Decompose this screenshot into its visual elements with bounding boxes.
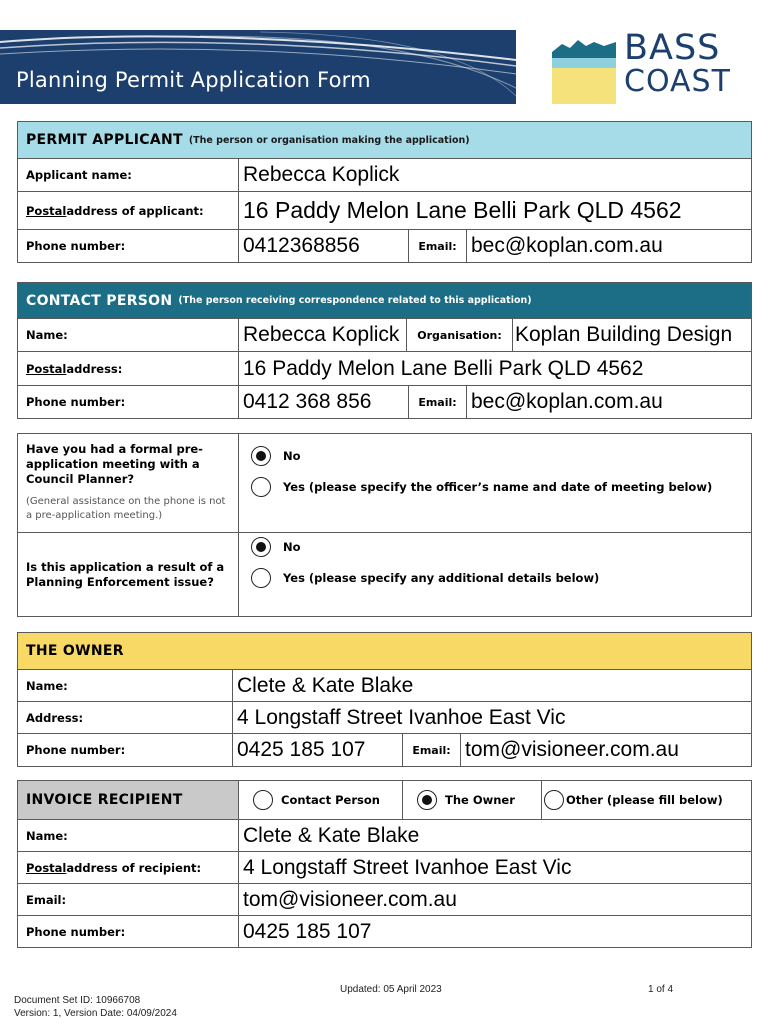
question-options [239,434,751,532]
contact-phone-row [18,385,751,418]
invoice-option-contact[interactable] [239,781,403,819]
updated-date: Updated: 05 April 2023 [340,984,442,995]
field-label: Phone number: [18,734,233,766]
invoice-phone-row [18,915,751,947]
option-label: Yes (please specify the officer’s name and date of meeting below) [283,480,713,494]
field-label: Name: [18,319,239,351]
applicant-postal-row [18,191,751,229]
header-band [0,30,516,104]
invoice-postal-row [18,851,751,883]
owner-phone-row [18,733,751,766]
invoice-option-other[interactable] [542,781,751,819]
invoice-postal-field[interactable]: 4 Longstaff Street Ivanhoe East Vic [243,855,572,879]
field-label: Applicant name: [18,159,239,191]
radio-selected-icon[interactable] [251,537,271,557]
header-wave-graphic [0,30,516,104]
question-cell [18,533,239,616]
applicant-phone-row [18,229,751,262]
section-heading: PERMIT APPLICANT [26,132,183,148]
owner-header [18,633,751,669]
question-note: (General assistance on the phone is not a pre-application meeting.) [26,496,226,521]
contact-phone-field[interactable]: 0412 368 856 [239,386,409,418]
applicant-name-field[interactable]: Rebecca Koplick [243,163,400,186]
radio-selected-icon[interactable] [417,790,437,810]
invoice-option-owner[interactable] [403,781,542,819]
applicant-postal-field[interactable]: 16 Paddy Melon Lane Belli Park QLD 4562 [243,197,682,223]
field-label: Phone number: [18,230,239,262]
applicant-phone-field[interactable]: 0412368856 [239,230,409,262]
logo-mark-icon [552,30,616,104]
section-heading: CONTACT PERSON [26,292,173,309]
field-label: Postal address of recipient: [18,852,239,883]
owner-phone-field[interactable]: 0425 185 107 [233,734,403,766]
enforcement-option-no[interactable] [251,537,739,557]
question-options [239,533,751,616]
owner-address-field[interactable]: 4 Longstaff Street Ivanhoe East Vic [237,705,566,729]
applicant-name-row [18,158,751,191]
contact-organisation-field[interactable]: Koplan Building Design [515,323,733,346]
enforcement-question-row [18,532,751,616]
field-label: Phone number: [18,386,239,418]
invoice-name-field[interactable]: Clete & Kate Blake [243,823,420,847]
contact-postal-row [18,351,751,385]
question-text: Have you had a formal pre-application meeting with a Council Planner? [26,442,203,486]
owner-email-field[interactable]: tom@visioneer.com.au [465,738,679,761]
page-title: Planning Permit Application Form [16,68,371,92]
contact-email-field[interactable]: bec@koplan.com.au [471,390,663,413]
question-text: Is this application a result of a Planning Enforcement issue? [26,559,225,589]
option-label: Yes (please specify any additional details below) [283,571,600,585]
radio-empty-icon[interactable] [253,790,273,810]
field-label: Phone number: [18,916,239,947]
enforcement-option-yes[interactable] [251,568,739,588]
page-number: 1 of 4 [648,984,674,995]
radio-empty-icon[interactable] [251,568,271,588]
logo-text-coast: COAST [624,64,731,99]
invoice-name-row [18,819,751,851]
section-heading: INVOICE RECIPIENT [18,781,239,819]
contact-postal-field[interactable]: 16 Paddy Melon Lane Belli Park QLD 4562 [243,356,644,380]
version-info: Version: 1, Version Date: 04/09/2024 [14,1008,177,1019]
radio-selected-icon[interactable] [251,446,271,466]
section-heading: THE OWNER [26,643,124,659]
owner-section [17,632,752,767]
logo-text-bass: BASS [624,28,721,68]
applicant-email-field[interactable]: bec@koplan.com.au [471,234,663,257]
permit-applicant-header [18,122,751,158]
field-label: Postal address: [18,352,239,385]
option-label: No [283,449,301,463]
radio-empty-icon[interactable] [544,790,564,810]
option-label: No [283,540,301,554]
option-label: The Owner [445,793,515,807]
field-label: Email: [18,884,239,915]
permit-applicant-section [17,121,752,263]
contact-name-field[interactable]: Rebecca Koplick [239,319,407,351]
field-label: Postal address of applicant: [18,192,239,229]
owner-address-row [18,701,751,733]
pre-application-section [17,433,752,617]
section-subheading: (The person or organisation making the application) [188,134,470,146]
bass-coast-logo [552,30,742,106]
invoice-header-row [18,781,751,819]
pre-app-option-yes[interactable] [251,477,739,497]
contact-name-row [18,318,751,351]
invoice-email-row [18,883,751,915]
field-label: Organisation: [407,319,513,351]
contact-person-section [17,282,752,419]
radio-empty-icon[interactable] [251,477,271,497]
option-label: Contact Person [281,793,380,807]
document-set-id: Document Set ID: 10966708 [14,995,141,1006]
contact-person-header [18,283,751,318]
invoice-email-field[interactable]: tom@visioneer.com.au [243,887,457,911]
pre-application-question-row [18,434,751,532]
owner-name-row [18,669,751,701]
section-subheading: (The person receiving correspondence related to this application) [178,295,532,306]
invoice-recipient-section [17,780,752,948]
invoice-phone-field[interactable]: 0425 185 107 [243,919,372,943]
field-label: Name: [18,820,239,851]
field-label: Email: [409,230,467,262]
option-label: Other (please fill below) [566,793,723,807]
field-label: Email: [409,386,467,418]
pre-app-option-no[interactable] [251,446,739,466]
owner-name-field[interactable]: Clete & Kate Blake [237,673,414,697]
field-label: Address: [18,702,233,733]
field-label: Name: [18,670,233,701]
field-label: Email: [403,734,461,766]
question-cell [18,434,239,532]
